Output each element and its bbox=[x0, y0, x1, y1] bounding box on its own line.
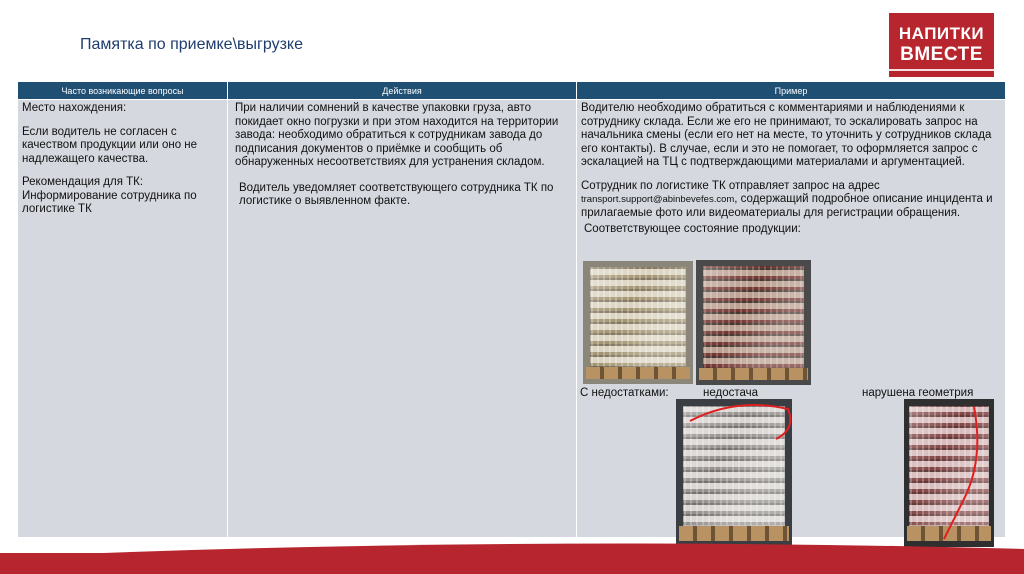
actions-cell bbox=[228, 100, 577, 538]
action-text-1: При наличии сомнений в качестве упаковки груза, авто покидает окно погрузки и при этом находится на территории завода: необходимо обратиться к сотрудникам завода до подписания документов о приёмке и сообщить об обнаруженных несоответствиях для устранения складом. bbox=[235, 102, 559, 168]
logo-line-2: ВМЕСТЕ bbox=[900, 44, 983, 65]
question-text: Если водитель не согласен с качеством продукции или оно не надлежащего качества. bbox=[22, 125, 198, 165]
support-email: transport.support@abinbevefes.com bbox=[581, 194, 735, 205]
logo-line-1: НАПИТКИ bbox=[898, 24, 985, 43]
page-title: Памятка по приемке\выгрузке bbox=[80, 36, 303, 53]
shortage-pallet-photo bbox=[676, 399, 792, 547]
good-pallet-photo-1 bbox=[583, 261, 693, 384]
shortage-highlight-mark bbox=[676, 399, 792, 547]
shortage-label: недостача bbox=[703, 387, 759, 399]
example-text-1: Водителю необходимо обратиться с комментариями и наблюдениями к сотруднику склада. Если же его не принимают, то эскалировать запрос на начальника смены (если его нет на месте, то уточнить у сотрудников склада его контакты). В случае, если и это не помогает, то оформляется запрос с эскалацией на ТЦ с подтверждающими материалами и аргументацией. bbox=[581, 102, 992, 168]
header-example: Пример bbox=[577, 82, 1006, 100]
example-text-2-end: , содержащий подробное описание инцидента и прилагаемые фото или видеоматериалы для регистрации обращения. bbox=[581, 193, 993, 219]
location-label: Место нахождения: bbox=[22, 102, 127, 114]
header-questions: Часто возникающие вопросы bbox=[18, 82, 228, 100]
good-state-label: Соответствующее состояние продукции: bbox=[584, 223, 801, 235]
logo-underline bbox=[889, 69, 994, 71]
good-pallet-photo-2 bbox=[696, 260, 811, 385]
example-text-2 bbox=[581, 180, 1001, 221]
defects-label: С недостатками: bbox=[580, 387, 669, 399]
memo-table bbox=[17, 81, 1006, 538]
example-text-2-start: Сотрудник по логистике ТК отправляет запрос на адрес bbox=[581, 179, 880, 192]
questions-cell bbox=[18, 100, 228, 538]
header-actions: Действия bbox=[228, 82, 577, 100]
geometry-pallet-photo bbox=[904, 399, 994, 547]
table-row bbox=[18, 100, 1006, 538]
geometry-highlight-mark bbox=[904, 399, 994, 547]
recommendation-text: Рекомендация для ТК: Информирование сотрудника по логистике ТК bbox=[22, 176, 197, 215]
geometry-label: нарушена геометрия bbox=[862, 387, 974, 399]
action-text-2: Водитель уведомляет соответствующего сотрудника ТК по логистике о выявленном факте. bbox=[239, 181, 554, 207]
brand-logo bbox=[889, 13, 994, 77]
table-header-row bbox=[18, 82, 1006, 100]
bottom-decor-bar bbox=[0, 553, 1024, 574]
example-cell bbox=[577, 100, 1006, 538]
